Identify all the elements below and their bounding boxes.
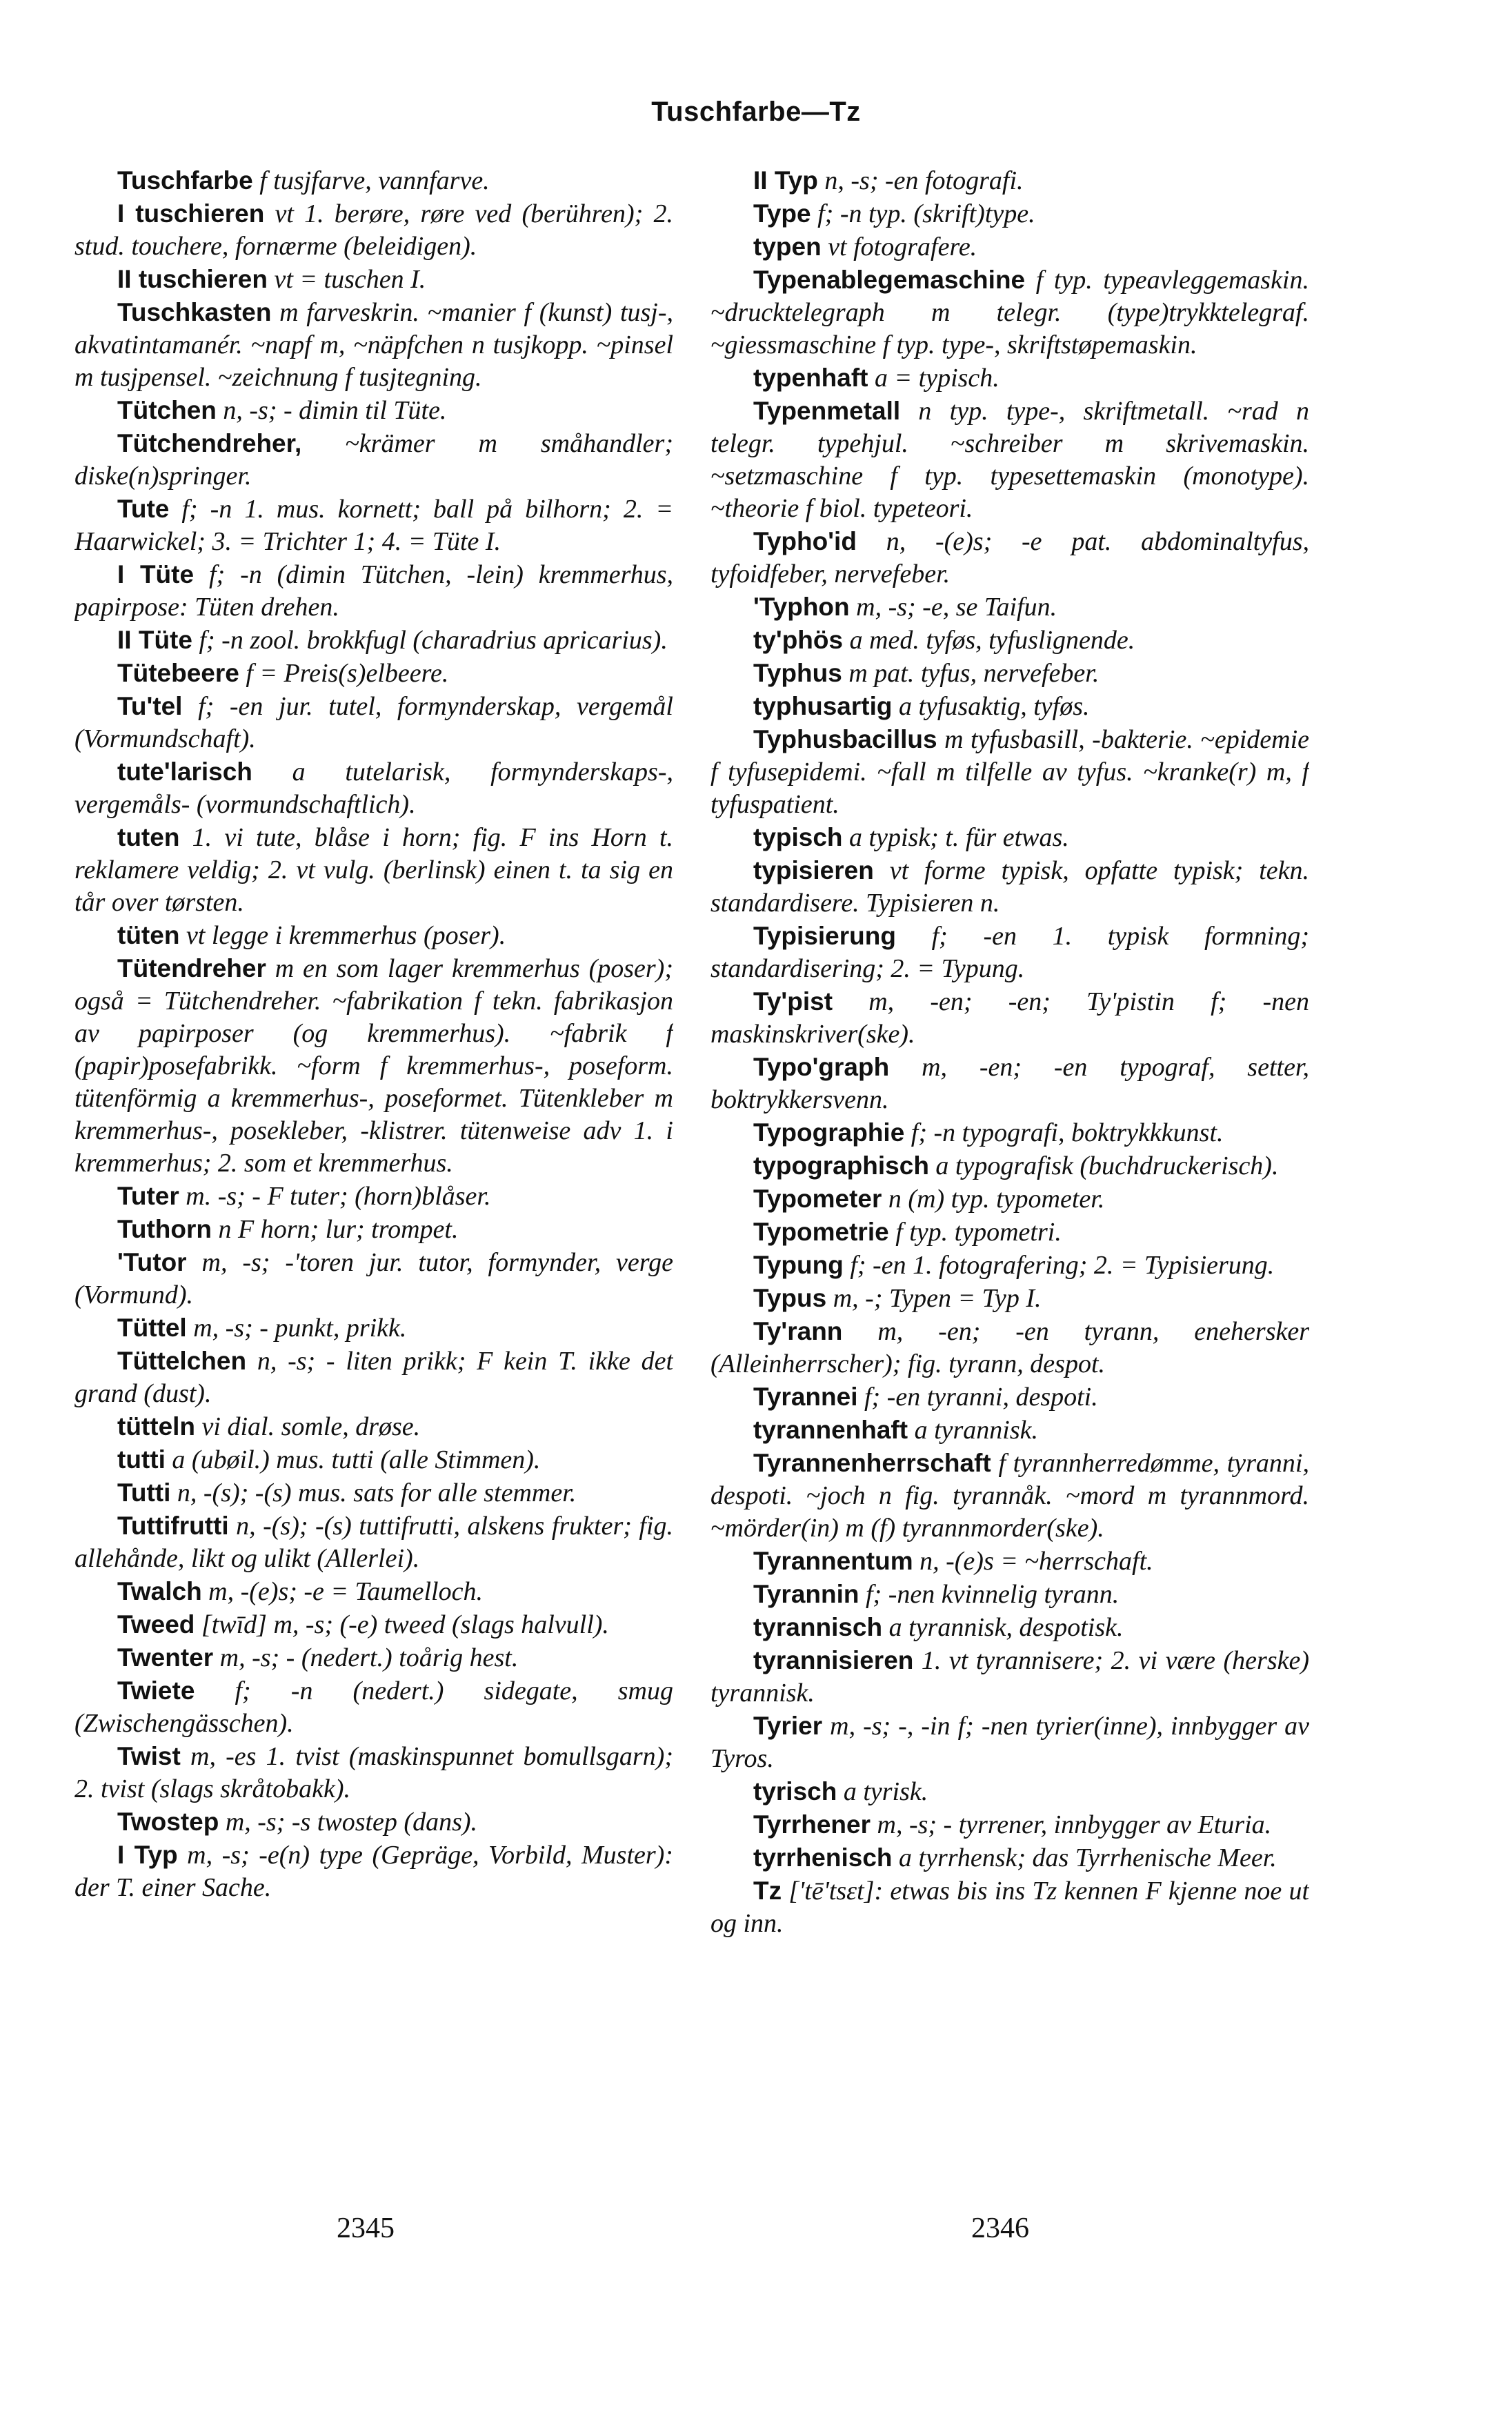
entry-headword: Typenmetall [753, 397, 901, 425]
entry-definition: m. -s; - F tuter; (horn)blåser. [186, 1182, 491, 1211]
dictionary-entry [710, 1315, 1309, 1381]
entry-headword: I Tüte [117, 560, 195, 588]
dictionary-entry [710, 362, 1309, 395]
entry-headword: typhusartig [753, 692, 893, 720]
entry-definition: a tyrisk. [843, 1777, 928, 1806]
dictionary-entry [710, 985, 1309, 1051]
right-column [710, 164, 1309, 2206]
entry-definition: m, -; Typen = Typ I. [833, 1284, 1042, 1313]
entry-headword: 'Tutor [117, 1248, 187, 1276]
entry-headword: Tz [753, 1877, 782, 1905]
entry-headword: Tüttel [117, 1314, 187, 1342]
dictionary-entry [74, 1740, 673, 1805]
entry-definition: m, -en; -en tyrann, enehersker (Alleinherrscher); fig. tyrann, despot. [710, 1317, 1309, 1378]
entry-headword: Typometer [753, 1185, 882, 1213]
dictionary-entry [74, 952, 673, 1180]
entry-headword: Typisierung [753, 922, 896, 950]
entry-definition: [twīd] m, -s; (-e) tweed (slags halvull). [201, 1610, 609, 1639]
entry-definition: n, -s; - liten prikk; F kein T. ikke det grand (dust). [74, 1347, 673, 1408]
entry-definition: a typisk; t. für etwas. [849, 823, 1069, 852]
entry-headword: II Tüte [117, 626, 192, 654]
entry-definition: a typografisk (buchdruckerisch). [935, 1151, 1279, 1180]
entry-definition: ~krämer m småhandler; diske(n)springer. [74, 429, 673, 491]
entry-definition: f = Preis(s)elbeere. [246, 659, 449, 688]
entry-definition: m, -en; -en typograf, setter, boktrykkersvenn. [710, 1053, 1309, 1114]
entry-definition: 1. vi tute, blåse i horn; fig. F ins Horn t. reklamere veldig; 2. vt vulg. (berlinsk) einen t. ta sig en tår over tørsten. [74, 823, 673, 917]
entry-definition: f; -n typ. (skrift)type. [817, 199, 1035, 228]
dictionary-entry [74, 624, 673, 657]
entry-headword: ty'phös [753, 626, 844, 654]
entry-headword: Tüttelchen [117, 1347, 247, 1375]
entry-headword: tute'larisch [117, 758, 252, 786]
entry-headword: Twalch [117, 1577, 202, 1605]
entry-headword: tyrrhenisch [753, 1843, 893, 1872]
entry-definition: m farveskrin. ~manier f (kunst) tusj-, akvatintamanér. ~napf m, ~näpfchen n tusjkopp. ~pinsel m tusjpensel. ~zeichnung f tusjtegning. [74, 298, 673, 392]
entry-headword: typographisch [753, 1151, 929, 1180]
dictionary-entry [710, 1447, 1309, 1545]
entry-headword: Twostep [117, 1808, 219, 1836]
dictionary-entry [710, 657, 1309, 690]
entry-definition: m en som lager kremmerhus (poser); også = Tütchendreher. ~fabrikation f tekn. fabrikasjon av papirposer (og kremmerhus). ~fabrik f (papir)posefabrikk. ~form f kremmerhus-, poseform. tütenförmig a kremmerhus-, poseformet. Tütenkleber m kremmerhus-, posekleber, -klistrer. tütenweise adv 1. i kremmerhus; 2. som et kremmerhus. [74, 954, 673, 1178]
dictionary-entry [710, 1775, 1309, 1808]
entry-headword: II tuschieren [117, 265, 268, 293]
dictionary-entry [74, 1510, 673, 1575]
dictionary-entry [74, 1345, 673, 1410]
dictionary-entry [710, 1874, 1309, 1940]
dictionary-entry [74, 1246, 673, 1312]
entry-definition: f; -en 1. typisk formning; standardisering; 2. = Typung. [710, 922, 1309, 983]
entry-definition: vt forme typisk, opfatte typisk; tekn. standardisere. Typisieren n. [710, 856, 1309, 918]
entry-headword: Tyrier [753, 1712, 823, 1740]
dictionary-entry [710, 525, 1309, 591]
entry-definition: a tyfusaktig, tyføs. [898, 692, 1090, 721]
entry-headword: Typenablegemaschine [753, 266, 1026, 294]
entry-definition: m, -s; -e(n) type (Gepräge, Vorbild, Muster): der T. einer Sache. [74, 1841, 673, 1902]
dictionary-entry [74, 1839, 673, 1904]
dictionary-entry [74, 558, 673, 624]
entry-headword: Tütebeere [117, 659, 239, 687]
entry-headword: Tyrrhener [753, 1810, 871, 1839]
dictionary-entry [710, 1249, 1309, 1282]
entry-headword: Tuschfarbe [117, 166, 253, 195]
dictionary-entry [710, 1545, 1309, 1578]
dictionary-entry [710, 1051, 1309, 1116]
entry-headword: tüten [117, 921, 180, 949]
entry-headword: Typhusbacillus [753, 725, 937, 753]
dictionary-entry [74, 657, 673, 690]
dictionary-entry [710, 264, 1309, 362]
entry-definition: f; -en 1. fotografering; 2. = Typisierung. [850, 1251, 1275, 1280]
entry-definition: 1. vt tyrannisere; 2. vi være (herske) tyrannisk. [710, 1646, 1309, 1708]
entry-headword: 'Typhon [753, 593, 850, 621]
dictionary-entry [74, 1674, 673, 1740]
entry-headword: Tuschkasten [117, 298, 272, 326]
entry-headword: typen [753, 232, 822, 261]
dictionary-entry [710, 1710, 1309, 1775]
entry-definition: f typ. typometri. [895, 1218, 1062, 1247]
dictionary-entry [710, 1116, 1309, 1149]
entry-definition: ['tē'tsɛt]: etwas bis ins Tz kennen F kjenne noe ut og inn. [710, 1877, 1309, 1938]
entry-definition: m, -(e)s; -e = Taumelloch. [208, 1577, 483, 1606]
entry-definition: m, -s; -e, se Taifun. [856, 593, 1057, 622]
dictionary-entry [74, 296, 673, 394]
dictionary-entry [74, 1180, 673, 1213]
entry-headword: Tyrannin [753, 1580, 859, 1608]
dictionary-entry [74, 263, 673, 296]
entry-definition: vt fotografere. [828, 232, 977, 261]
entry-definition: a tyrrhensk; das Tyrrhenische Meer. [899, 1843, 1277, 1872]
dictionary-entry [710, 164, 1309, 197]
entry-headword: I Typ [117, 1841, 178, 1869]
entry-headword: Typo'graph [753, 1053, 890, 1081]
entry-definition: m, -s; -s twostep (dans). [225, 1808, 478, 1837]
entry-headword: Twiete [117, 1676, 195, 1705]
entry-definition: vt = tuschen I. [274, 265, 426, 294]
dictionary-entry [710, 197, 1309, 230]
entry-headword: Typographie [753, 1118, 905, 1147]
entry-definition: n, -s; - dimin til Tüte. [223, 396, 447, 425]
dictionary-entry [710, 1149, 1309, 1183]
entry-headword: tyrannenhaft [753, 1416, 908, 1444]
dictionary-entry [74, 1443, 673, 1476]
dictionary-entry [710, 920, 1309, 985]
entry-definition: vt 1. berøre, røre ved (berühren); 2. stud. touchere, fornærme (beleidigen). [74, 199, 673, 261]
dictionary-entry [710, 395, 1309, 525]
entry-definition: f; -n 1. mus. kornett; ball på bilhorn; 2. = Haarwickel; 3. = Trichter 1; 4. = Tüte I. [74, 495, 673, 556]
entry-headword: II Typ [753, 166, 818, 195]
dictionary-entry [74, 197, 673, 263]
dictionary-entry [710, 1381, 1309, 1414]
entry-definition: n (m) typ. typometer. [888, 1185, 1105, 1214]
dictionary-entry [74, 690, 673, 755]
entry-definition: a tutelarisk, formynderskaps-, vergemåls- (vormundschaftlich). [74, 758, 673, 819]
entry-headword: Tütchen [117, 396, 217, 424]
dictionary-entry [74, 1575, 673, 1608]
dictionary-entry [74, 1476, 673, 1510]
entry-headword: Tütchendreher, [117, 429, 302, 457]
entry-headword: Tute [117, 495, 170, 523]
entry-definition: f; -en tyranni, despoti. [864, 1383, 1098, 1412]
dictionary-entry [710, 230, 1309, 264]
entry-headword: Tyrannenherrschaft [753, 1449, 991, 1477]
page-number-left: 2345 [337, 2213, 395, 2244]
entry-headword: typenhaft [753, 364, 868, 392]
entry-definition: m, -s; -'toren jur. tutor, formynder, verge (Vormund). [74, 1248, 673, 1309]
entry-definition: n, -(s); -(s) mus. sats for alle stemmer. [177, 1478, 577, 1507]
entry-definition: f; -n (dimin Tütchen, -lein) kremmerhus, papirpose: Tüten drehen. [74, 560, 673, 622]
entry-headword: Tutti [117, 1478, 171, 1507]
dictionary-entry [710, 1644, 1309, 1710]
dictionary-entry [74, 755, 673, 821]
entry-definition: m pat. tyfus, nervefeber. [848, 659, 1100, 688]
entry-definition: m, -s; -, -in f; -nen tyrier(inne), innbygger av Tyros. [710, 1712, 1309, 1773]
dictionary-entry [710, 1611, 1309, 1644]
entry-definition: n typ. type-, skriftmetall. ~rad n telegr. typehjul. ~schreiber m skrivemaskin. ~setzmaschine f typ. typesettemaskin (monotype). ~theorie f biol. typeteori. [710, 397, 1309, 523]
entry-definition: f; -n (nedert.) sidegate, smug (Zwischengässchen). [74, 1676, 673, 1738]
entry-headword: typisch [753, 823, 843, 851]
dictionary-entry [74, 164, 673, 197]
entry-headword: Ty'pist [753, 987, 833, 1016]
entry-headword: Typometrie [753, 1218, 889, 1246]
entry-definition: vi dial. somle, drøse. [201, 1412, 421, 1441]
entry-headword: Typung [753, 1251, 844, 1279]
entry-headword: Twist [117, 1742, 181, 1770]
dictionary-entry [710, 723, 1309, 821]
entry-headword: Typus [753, 1284, 827, 1312]
dictionary-entry [710, 1183, 1309, 1216]
entry-definition: f typ. typeavleggemaskin. ~drucktelegraph m telegr. (type)trykktelegraf. ~giessmaschine f typ. type-, skriftstøpemaskin. [710, 266, 1309, 359]
dictionary-entry [74, 1213, 673, 1246]
entry-headword: Ty'rann [753, 1317, 843, 1345]
entry-definition: f; -n zool. brokkfugl (charadrius apricarius). [199, 626, 668, 655]
dictionary-entry [74, 1410, 673, 1443]
left-column [74, 164, 673, 2206]
entry-headword: tutti [117, 1445, 166, 1474]
entry-headword: Twenter [117, 1643, 214, 1672]
entry-headword: Tuttifrutti [117, 1512, 229, 1540]
running-header: Tuschfarbe—Tz [651, 97, 861, 127]
dictionary-entry [710, 1841, 1309, 1874]
entry-definition: a = typisch. [875, 364, 999, 393]
entry-definition: n F horn; lur; trompet. [218, 1215, 459, 1244]
entry-definition: vt legge i kremmerhus (poser). [186, 921, 506, 950]
entry-headword: Typhus [753, 659, 842, 687]
entry-definition: m, -s; - tyrrener, innbygger av Eturia. [877, 1810, 1272, 1839]
dictionary-entry [74, 1608, 673, 1641]
entry-definition: m, -s; - punkt, prikk. [193, 1314, 407, 1343]
entry-definition: m, -en; -en; Ty'pistin f; -nen maskinskriver(ske). [710, 987, 1309, 1049]
entry-headword: tyrisch [753, 1777, 837, 1805]
dictionary-entry [74, 1805, 673, 1839]
entry-headword: Tweed [117, 1610, 195, 1639]
dictionary-entry [710, 1216, 1309, 1249]
entry-headword: typisieren [753, 856, 874, 884]
dictionary-entry [74, 1312, 673, 1345]
dictionary-entry [710, 690, 1309, 723]
dictionary-entry [710, 624, 1309, 657]
dictionary-entry [710, 591, 1309, 624]
entry-headword: tuten [117, 823, 180, 851]
entry-definition: n, -(e)s = ~herrschaft. [919, 1547, 1153, 1576]
entry-headword: tyrannisch [753, 1613, 883, 1641]
dictionary-entry [74, 394, 673, 427]
dictionary-entry [710, 1414, 1309, 1447]
entry-headword: Tuthorn [117, 1215, 212, 1243]
entry-definition: f tusjfarve, vannfarve. [259, 166, 490, 195]
dictionary-entry [710, 854, 1309, 920]
dictionary-entry [710, 1578, 1309, 1611]
entry-definition: a tyrannisk, despotisk. [888, 1613, 1124, 1642]
entry-definition: a tyrannisk. [914, 1416, 1039, 1445]
dictionary-entry [74, 919, 673, 952]
entry-headword: Tyrannentum [753, 1547, 913, 1575]
dictionary-entry [74, 427, 673, 493]
entry-headword: Tyrannei [753, 1383, 858, 1411]
entry-definition: n, -s; -en fotografi. [824, 166, 1024, 195]
dictionary-entry [710, 821, 1309, 854]
entry-headword: Typho'id [753, 527, 857, 555]
entry-definition: f; -nen kvinnelig tyrann. [866, 1580, 1120, 1609]
entry-headword: Tu'tel [117, 692, 183, 720]
entry-definition: f; -n typografi, boktrykkkunst. [911, 1118, 1224, 1147]
dictionary-entry [710, 1808, 1309, 1841]
entry-definition: m tyfusbasill, -bakterie. ~epidemie f tyfusepidemi. ~fall m tilfelle av tyfus. ~kranke(r) m, f tyfuspatient. [710, 725, 1309, 819]
dictionary-entry [74, 1641, 673, 1674]
entry-definition: f tyrannherredømme, tyranni, despoti. ~joch n fig. tyrannåk. ~mord m tyrannmord. ~mörder(in) m (f) tyrannmorder(ske). [710, 1449, 1309, 1543]
dictionary-entry [74, 821, 673, 919]
dictionary-entry [710, 1282, 1309, 1315]
entry-definition: n, -(e)s; -e pat. abdominaltyfus, tyfoidfeber, nervefeber. [710, 527, 1309, 588]
entry-definition: n, -(s); -(s) tuttifrutti, alskens frukter; fig. allehånde, likt og ulikt (Allerlei). [74, 1512, 673, 1573]
entry-definition: a (ubøil.) mus. tutti (alle Stimmen). [172, 1445, 541, 1474]
entry-headword: I tuschieren [117, 199, 265, 228]
entry-headword: Type [753, 199, 811, 228]
entry-headword: tütteln [117, 1412, 196, 1441]
entry-headword: Tütendreher [117, 954, 266, 982]
entry-headword: Tuter [117, 1182, 179, 1210]
dictionary-entry [74, 493, 673, 558]
entry-definition: a med. tyføs, tyfuslignende. [849, 626, 1135, 655]
entry-definition: m, -s; - (nedert.) toårig hest. [219, 1643, 519, 1672]
entry-definition: m, -es 1. tvist (maskinspunnet bomullsgarn); 2. tvist (slags skråtobakk). [74, 1742, 673, 1803]
entry-definition: f; -en jur. tutel, formynderskap, vergemål (Vormundschaft). [74, 692, 673, 753]
page-number-right: 2346 [971, 2213, 1029, 2244]
entry-headword: tyrannisieren [753, 1646, 914, 1674]
